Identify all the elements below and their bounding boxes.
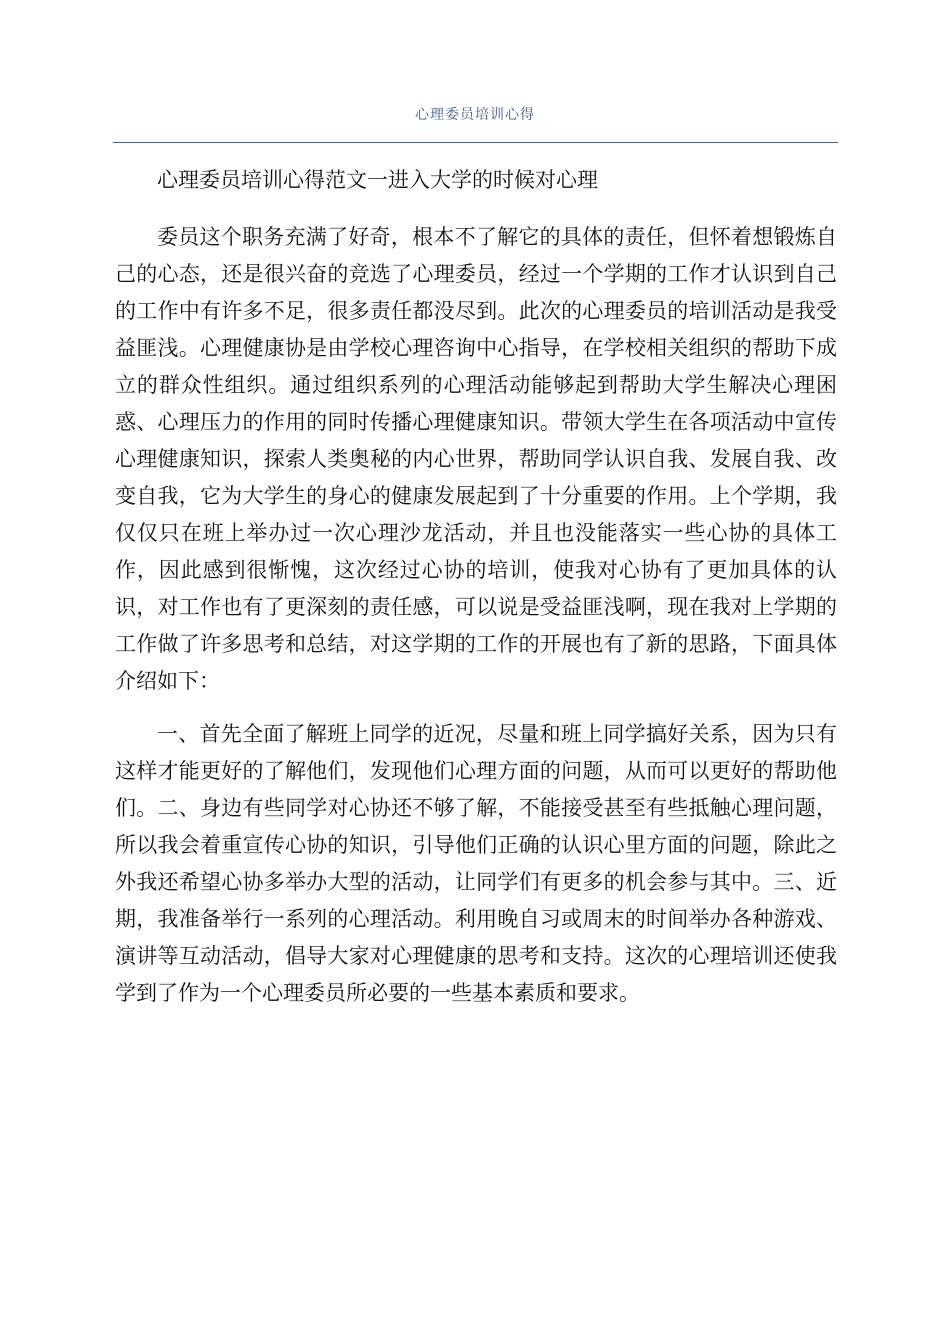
page-header-title: 心理委员培训心得 xyxy=(415,107,535,123)
header-divider xyxy=(113,142,838,143)
article-body xyxy=(115,162,837,1028)
article-paragraph: 一、首先全面了解班上同学的近况，尽量和班上同学搞好关系，因为只有这样才能更好的了解他们，发现他们心理方面的问题，从而可以更好的帮助他们。二、身边有些同学对心协还不够了解，不能接受甚至有些抵触心理问题，所以我会着重宣传心协的知识，引导他们正确的认识心里方面的问题，除此之外我还希望心协多举办大型的活动，让同学们有更多的机会参与其中。三、近期，我准备举行一系列的心理活动。利用晚自习或周末的时间举办各种游戏、演讲等互动活动，倡导大家对心理健康的思考和支持。这次的心理培训还使我学到了作为一个心理委员所必要的一些基本素质和要求。 xyxy=(115,722,837,1005)
article-lead: 心理委员培训心得范文一进入大学的时候对心理 xyxy=(157,168,598,192)
article-paragraph: 委员这个职务充满了好奇，根本不了解它的具体的责任，但怀着想锻炼自己的心态，还是很兴奋的竞选了心理委员，经过一个学期的工作才认识到自己的工作中有许多不足，很多责任都没尽到。此次的心理委员的培训活动是我受益匪浅。心理健康协是由学校心理咨询中心指导，在学校相关组织的帮助下成立的群众性组织。通过组织系列的心理活动能够起到帮助大学生解决心理困惑、心理压力的作用的同时传播心理健康知识。带领大学生在各项活动中宣传心理健康知识，探索人类奥秘的内心世界，帮助同学认识自我、发展自我、改变自我，它为大学生的身心的健康发展起到了十分重要的作用。上个学期，我仅仅只在班上举办过一次心理沙龙活动，并且也没能落实一些心协的具体工作，因此感到很惭愧，这次经过心协的培训，使我对心协有了更加具体的认识，对工作也有了更深刻的责任感，可以说是受益匪浅啊，现在我对上学期的工作做了许多思考和总结，对这学期的工作的开展也有了新的思路，下面具体介绍如下： xyxy=(115,225,837,693)
